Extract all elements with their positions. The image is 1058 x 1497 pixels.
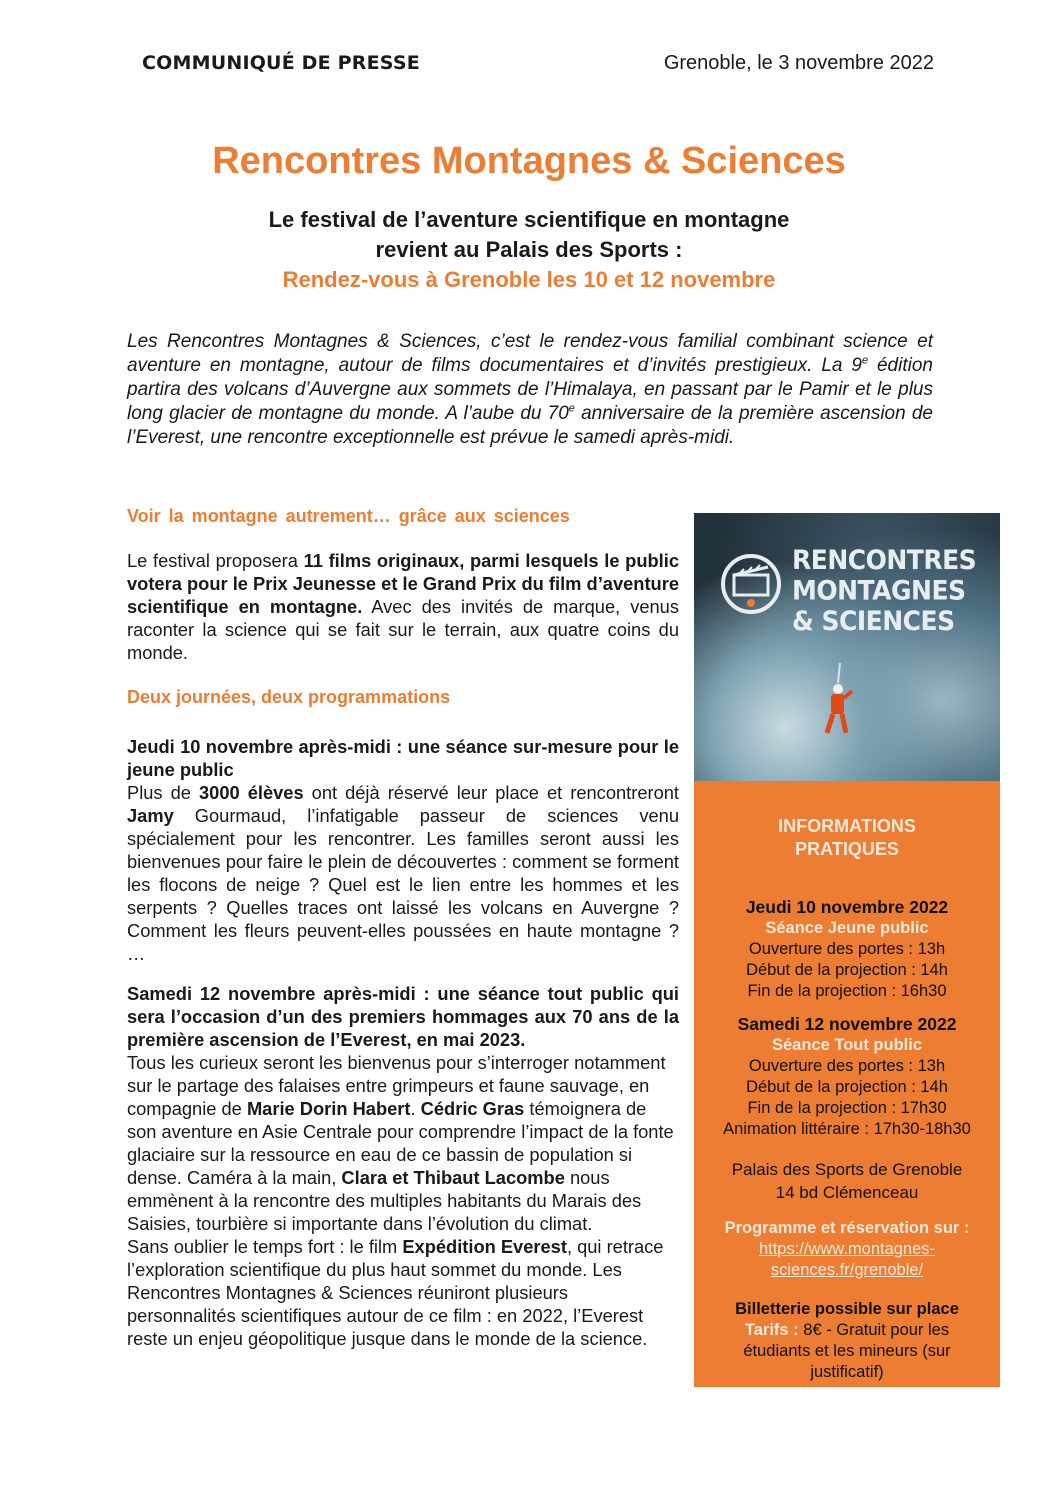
climber-illustration [812,663,862,743]
final-text-c: , qui retrace l’exploration scientifique du plus haut sommet du monde. Les Rencontres Montagnes & Sciences réuniront plusieurs personnalités scientifiques autour de ce film : en 2022, l’Everest reste un enjeu géopolitique jusque dans le monde de la science. [127,1236,664,1349]
poster-line-1: RENCONTRES [792,544,977,576]
day2-schedule [694,1056,1000,1140]
samedi-text-a: Tous les curieux seront les bienvenus pour s’interroger notamment sur le partage des falaises entre grimpeurs et faune sauvage, en compagnie de [127,1052,666,1119]
final-text-b: Expédition Everest [402,1236,567,1257]
samedi-text-e: témoignera de son aventure en Asie Centrale pour comprendre l’impact de la fonte glaciaire sur la ressource en eau de ce bassin de population si dense. Caméra à la main, [127,1098,674,1188]
press-release-label: COMMUNIQUÉ DE PRESSE [142,52,420,74]
info-title-line-1: INFORMATIONS [778,816,916,836]
ticketing-label: Billetterie possible sur place [735,1300,959,1318]
day2-seance: Séance Tout public [771,1036,923,1054]
samedi-text-b: Marie Dorin Habert [246,1098,411,1119]
info-title [694,815,1000,861]
program-link-line-1[interactable]: https://www.montagnes- [758,1240,936,1258]
day1-line: Ouverture des portes : 13h [748,940,946,958]
s1-text-b: 11 films originaux, parmi lesquels le public votera pour le Prix Jeunesse et le Grand Prix du film d’aventure scientifique en montagne. [127,550,679,617]
day2-line: Début de la projection : 14h [746,1078,948,1096]
venue [694,1158,1000,1204]
tarifs-label: Tarifs : [744,1321,799,1339]
final-text-a: Sans oublier le temps fort : le film [127,1236,403,1257]
intro-paragraph [127,330,933,450]
program-link[interactable] [694,1239,1000,1281]
tarifs-text: 8€ - Gratuit pour les étudiants et les mineurs (sur justificatif) [743,1321,951,1381]
samedi-title: Samedi 12 novembre après-midi : une séance tout public qui sera l’occasion d’un des premiers hommages aux 70 ans de la première ascension de l’Everest, en mai 2023. [127,983,679,1050]
day2-date: Samedi 12 novembre 2022 [737,1014,957,1034]
ticketing [694,1299,1000,1383]
program-link-line-2[interactable]: sciences.fr/grenoble/ [770,1261,924,1279]
practical-info-box [694,781,1000,1387]
film-clapper-logo-icon [720,553,782,615]
day2-line: Fin de la projection : 17h30 [747,1099,947,1117]
poster-line-3: & SCIENCES [792,605,955,637]
jeudi-text-a: Plus de [127,782,199,803]
day1-date: Jeudi 10 novembre 2022 [745,897,949,917]
program-label: Programme et réservation sur : [724,1219,970,1237]
poster-line-2: MONTAGNES [792,575,966,606]
samedi-text-d: Cédric Gras [420,1098,525,1119]
section2-heading: Deux journées, deux programmations [127,687,451,707]
subtitle-line-3: Rendez-vous à Grenoble les 10 et 12 novembre [282,267,776,292]
day1-schedule [694,939,1000,1002]
jeudi-block [127,735,679,965]
intro-part-1: Les Rencontres Montagnes & Sciences, c’est le rendez-vous familial combinant science et aventure en montagne, autour de films documentaires et d’invités prestigieux. La 9 [127,331,933,376]
section1-paragraph [127,549,679,664]
info-title-line-2: PRATIQUES [795,839,899,859]
intro-sup-2: e [568,402,575,415]
jeudi-text-b: 3000 élèves [198,782,304,803]
date-line: Grenoble, le 3 novembre 2022 [663,52,934,74]
subtitle-line-1: Le festival de l’aventure scientifique en montagne [268,207,790,232]
jeudi-text-d: Jamy [127,805,174,826]
s1-text-a: Le festival proposera [127,550,304,571]
intro-sup-1: e [861,354,869,367]
venue-line-1: Palais des Sports de Grenoble [731,1160,963,1179]
subtitle-line-2: revient au Palais des Sports : [375,237,683,262]
jeudi-text-e: Gourmaud, l’infatigable passeur de sciences venu spécialement pour les rencontrer. Les familles seront aussi les bienvenues pour faire le plein de découvertes : comment se forment les flocons de neige ? Quel est le lien entre les hommes et les serpents ? Quelles traces ont laissé les volcans en Auvergne ? Comment les fleurs peuvent-elles poussées en haute montagne ? … [127,805,679,964]
samedi-block [127,982,679,1350]
s1-text-c: Avec des invités de marque, venus raconter la science qui se fait sur le terrain, aux quatre coins du monde. [127,596,679,663]
day2-line: Ouverture des portes : 13h [748,1057,946,1075]
section1-heading: Voir la montagne autrement… grâce aux sciences [127,506,570,526]
festival-poster-image [694,513,1000,781]
day1-line: Début de la projection : 14h [746,961,948,979]
day1-line: Fin de la projection : 16h30 [747,982,947,1000]
jeudi-text-c: ont déjà réservé leur place et rencontreront [303,782,679,803]
venue-line-2: 14 bd Clémenceau [775,1183,919,1202]
intro-part-3: anniversaire de la première ascension de l’Everest, une rencontre exceptionnelle est prévue le samedi après-midi. [127,403,933,448]
poster-logo-text [792,545,976,636]
intro-part-2: édition partira des volcans d’Auvergne aux sommets de l’Himalaya, en passant par le Pamir et le plus long glacier de montagne du monde. A l’aube du 70 [127,355,933,424]
samedi-text-g: nous emmènent à la rencontre des multiples habitants du Marais des Saisies, tourbière si importante dans l’évolution du climat. [127,1167,642,1234]
samedi-text-f: Clara et Thibaut Lacombe [341,1167,565,1188]
page-title: Rencontres Montagnes & Sciences [212,140,846,182]
day2-line: Animation littéraire : 17h30-18h30 [723,1120,971,1138]
day1-seance: Séance Jeune public [765,919,929,937]
subtitle [0,205,1058,295]
jeudi-title: Jeudi 10 novembre après-midi : une séance sur-mesure pour le jeune public [127,736,679,780]
samedi-text-c: . [410,1098,421,1119]
